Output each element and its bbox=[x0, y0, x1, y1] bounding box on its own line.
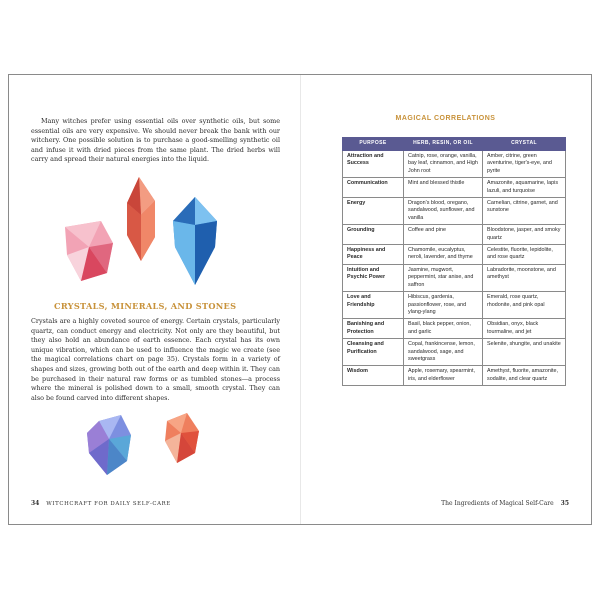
table-row bbox=[343, 225, 566, 245]
cell-purpose: Banishing and Protection bbox=[343, 319, 404, 339]
cell-herb: Basil, black pepper, onion, and garlic bbox=[404, 319, 483, 339]
cell-crystal: Emerald, rose quartz, rhodonite, and pink opal bbox=[483, 292, 566, 319]
cell-herb: Dragon's blood, oregano, sandalwood, sunflower, and vanilla bbox=[404, 198, 483, 225]
cell-purpose: Energy bbox=[343, 198, 404, 225]
table-row bbox=[343, 264, 566, 291]
cell-purpose: Communication bbox=[343, 178, 404, 198]
cell-crystal: Carnelian, citrine, garnet, and sunstone bbox=[483, 198, 566, 225]
cell-purpose: Happiness and Peace bbox=[343, 245, 404, 265]
book-spread bbox=[8, 74, 592, 525]
table-title: MAGICAL CORRELATIONS bbox=[395, 115, 496, 122]
cell-herb: Coffee and pine bbox=[404, 225, 483, 245]
table-row bbox=[343, 366, 566, 386]
cell-crystal: Amazonite, aquamarine, lapis lazuli, and turquoise bbox=[483, 178, 566, 198]
table-row bbox=[343, 319, 566, 339]
cell-herb: Apple, rosemary, spearmint, iris, and elderflower bbox=[404, 366, 483, 386]
running-head: The Ingredients of Magical Self-Care bbox=[441, 500, 554, 507]
orange-crystal bbox=[165, 413, 199, 463]
cell-herb: Copal, frankincense, lemon, sandalwood, sage, and sweetgrass bbox=[404, 339, 483, 366]
section-heading: CRYSTALS, MINERALS, AND STONES bbox=[54, 301, 237, 311]
table-row bbox=[343, 178, 566, 198]
left-page bbox=[9, 75, 300, 524]
cell-purpose: Intuition and Psychic Power bbox=[343, 264, 404, 291]
body-paragraph: Crystals are a highly coveted source of energy. Certain crystals, particularly quartz, can conduct energy and electricity. Not only are they beautiful, but they also hold an abundance of earth essence. Each crystal has its own unique vibration, which can be used to influence the magic we create (see the magical correlations chart on page 35). Crystals form in a variety of shapes and sizes, growing both out of the earth and deep within it. They can be purchased in their natural raw forms or as tumbled stones—a process where the mineral is polished down to a small, smooth crystal. They can also be found carved into different shapes. bbox=[31, 317, 280, 402]
purple-blue-crystal bbox=[87, 415, 131, 475]
folio-right bbox=[441, 500, 569, 507]
cell-purpose: Cleansing and Purification bbox=[343, 339, 404, 366]
page-number: 34 bbox=[31, 500, 40, 507]
cell-purpose: Wisdom bbox=[343, 366, 404, 386]
cell-purpose: Love and Friendship bbox=[343, 292, 404, 319]
cell-herb: Hibiscus, gardenia, passionflower, rose, and ylang-ylang bbox=[404, 292, 483, 319]
table-row bbox=[343, 245, 566, 265]
page-number: 35 bbox=[560, 500, 569, 507]
table-header-row bbox=[343, 138, 566, 151]
cell-herb: Jasmine, mugwort, peppermint, star anise, and saffron bbox=[404, 264, 483, 291]
cell-crystal: Celestite, fluorite, lepidolite, and rose quartz bbox=[483, 245, 566, 265]
cell-herb: Catnip, rose, orange, vanilla, bay leaf, cinnamon, and High John root bbox=[404, 151, 483, 178]
folio-left bbox=[31, 500, 171, 507]
right-page bbox=[300, 75, 591, 524]
header-crystal: CRYSTAL bbox=[483, 138, 566, 151]
cell-crystal: Amber, citrine, green aventurine, tiger's-eye, and pyrite bbox=[483, 151, 566, 178]
running-head: WITCHCRAFT FOR DAILY SELF-CARE bbox=[46, 501, 171, 507]
cell-purpose: Grounding bbox=[343, 225, 404, 245]
cell-purpose: Attraction and Success bbox=[343, 151, 404, 178]
cell-crystal: Labradorite, moonstone, and amethyst bbox=[483, 264, 566, 291]
header-herb: HERB, RESIN, OR OIL bbox=[404, 138, 483, 151]
cell-crystal: Obsidian, onyx, black tourmaline, and jet bbox=[483, 319, 566, 339]
intro-paragraph: Many witches prefer using essential oils over synthetic oils, but some essential oils are very expensive. We should never break the bank with our witchery. One possible solution is to purchase a good-smelling synthetic oil and infuse it with dried pieces from the same plant. The dried herbs will carry and spread their natural energies into the liquid. bbox=[31, 117, 280, 164]
table-row bbox=[343, 198, 566, 225]
table-row bbox=[343, 151, 566, 178]
header-purpose: PURPOSE bbox=[343, 138, 404, 151]
crystal-illustrations-bottom bbox=[9, 75, 300, 524]
cell-herb: Chamomile, eucalyptus, neroli, lavender, and thyme bbox=[404, 245, 483, 265]
cell-herb: Mint and blessed thistle bbox=[404, 178, 483, 198]
correlations-table bbox=[342, 137, 566, 386]
cell-crystal: Bloodstone, jasper, and smoky quartz bbox=[483, 225, 566, 245]
cell-crystal: Amethyst, fluorite, amazonite, sodalite, and clear quartz bbox=[483, 366, 566, 386]
table-row bbox=[343, 292, 566, 319]
cell-crystal: Selenite, shungite, and unakite bbox=[483, 339, 566, 366]
table-row bbox=[343, 339, 566, 366]
